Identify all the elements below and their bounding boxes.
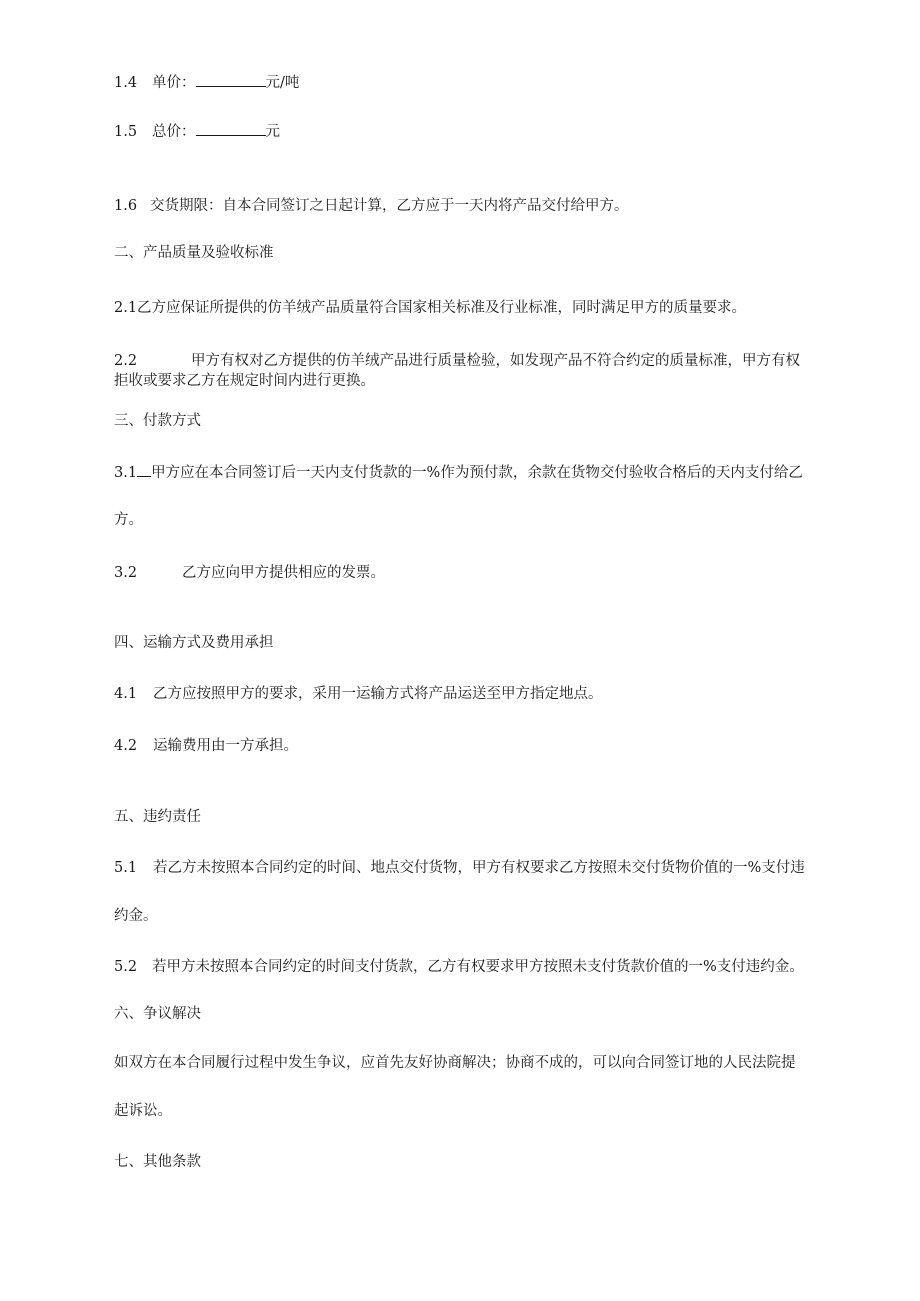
clause-4-2 bbox=[114, 736, 298, 756]
total-price-blank bbox=[196, 121, 266, 136]
clause-2-2 bbox=[114, 351, 800, 371]
clause-number: 1.4 bbox=[114, 75, 138, 91]
clause-number: 4.1 bbox=[114, 686, 138, 702]
total-price-unit: 元 bbox=[265, 124, 280, 140]
clause-text: 甲方应在本合同签订后一天内支付货款的一%作为预付款，余款在货物交付验收合格后的天内支付给乙 bbox=[151, 465, 803, 481]
clause-5-1-cont: 约金。 bbox=[114, 908, 158, 924]
clause-text: 若甲方未按照本合同约定的时间支付货款，乙方有权要求甲方按照未支付货款价值的一%支付违约金。 bbox=[152, 959, 804, 975]
clause-number: 3.1 bbox=[114, 465, 138, 481]
clause-1-4 bbox=[114, 72, 299, 93]
clause-4-1 bbox=[114, 684, 603, 704]
clause-1-6 bbox=[114, 196, 629, 216]
clause-2-2-cont: 拒收或要求乙方在规定时间内进行更换。 bbox=[114, 373, 375, 389]
section-6-text: 如双方在本合同履行过程中发生争议，应首先友好协商解决；协商不成的，可以向合同签订地的人民法院提 bbox=[114, 1055, 796, 1071]
unit-price-label: 单价： bbox=[152, 75, 196, 91]
clause-number: 1.5 bbox=[114, 124, 138, 140]
clause-text: 交货期限：自本合同签订之日起计算，乙方应于一天内将产品交付给甲方。 bbox=[150, 198, 629, 214]
clause-3-2 bbox=[114, 563, 385, 583]
total-price-label: 总价： bbox=[152, 124, 196, 140]
unit-price-blank bbox=[196, 72, 266, 87]
section-5-heading: 五、违约责任 bbox=[114, 809, 201, 825]
clause-number: 5.2 bbox=[114, 959, 138, 975]
clause-text: 乙方应向甲方提供相应的发票。 bbox=[182, 565, 385, 581]
clause-5-2 bbox=[114, 957, 804, 977]
clause-1-5 bbox=[114, 121, 280, 142]
section-4-heading: 四、运输方式及费用承担 bbox=[114, 635, 274, 651]
section-6-text-cont: 起诉讼。 bbox=[114, 1103, 172, 1119]
clause-number: 5.1 bbox=[114, 860, 138, 876]
section-2-heading: 二、产品质量及验收标准 bbox=[114, 245, 274, 261]
clause-text: 若乙方未按照本合同约定的时间、地点交付货物，甲方有权要求乙方按照未交付货物价值的一%支付违 bbox=[153, 860, 805, 876]
clause-3-1-blank bbox=[137, 462, 151, 477]
clause-text: 甲方有权对乙方提供的仿羊绒产品进行质量检验，如发现产品不符合约定的质量标准，甲方有权 bbox=[191, 353, 800, 369]
clause-text: 乙方应按照甲方的要求，采用一运输方式将产品运送至甲方指定地点。 bbox=[153, 686, 603, 702]
clause-3-1-cont: 方。 bbox=[114, 512, 143, 528]
clause-text: 运输费用由一方承担。 bbox=[153, 738, 298, 754]
clause-number: 4.2 bbox=[114, 738, 138, 754]
clause-number: 1.6 bbox=[114, 198, 138, 214]
section-3-heading: 三、付款方式 bbox=[114, 413, 201, 429]
clause-2-1: 2.1乙方应保证所提供的仿羊绒产品质量符合国家相关标准及行业标准，同时满足甲方的质量要求。 bbox=[114, 300, 747, 316]
unit-price-unit: 元/吨 bbox=[265, 75, 300, 91]
section-7-heading: 七、其他条款 bbox=[114, 1154, 201, 1170]
section-6-heading: 六、争议解决 bbox=[114, 1006, 201, 1022]
clause-5-1 bbox=[114, 858, 805, 878]
clause-number: 3.2 bbox=[114, 565, 138, 581]
clause-3-1 bbox=[114, 462, 803, 483]
clause-number: 2.2 bbox=[114, 353, 138, 369]
